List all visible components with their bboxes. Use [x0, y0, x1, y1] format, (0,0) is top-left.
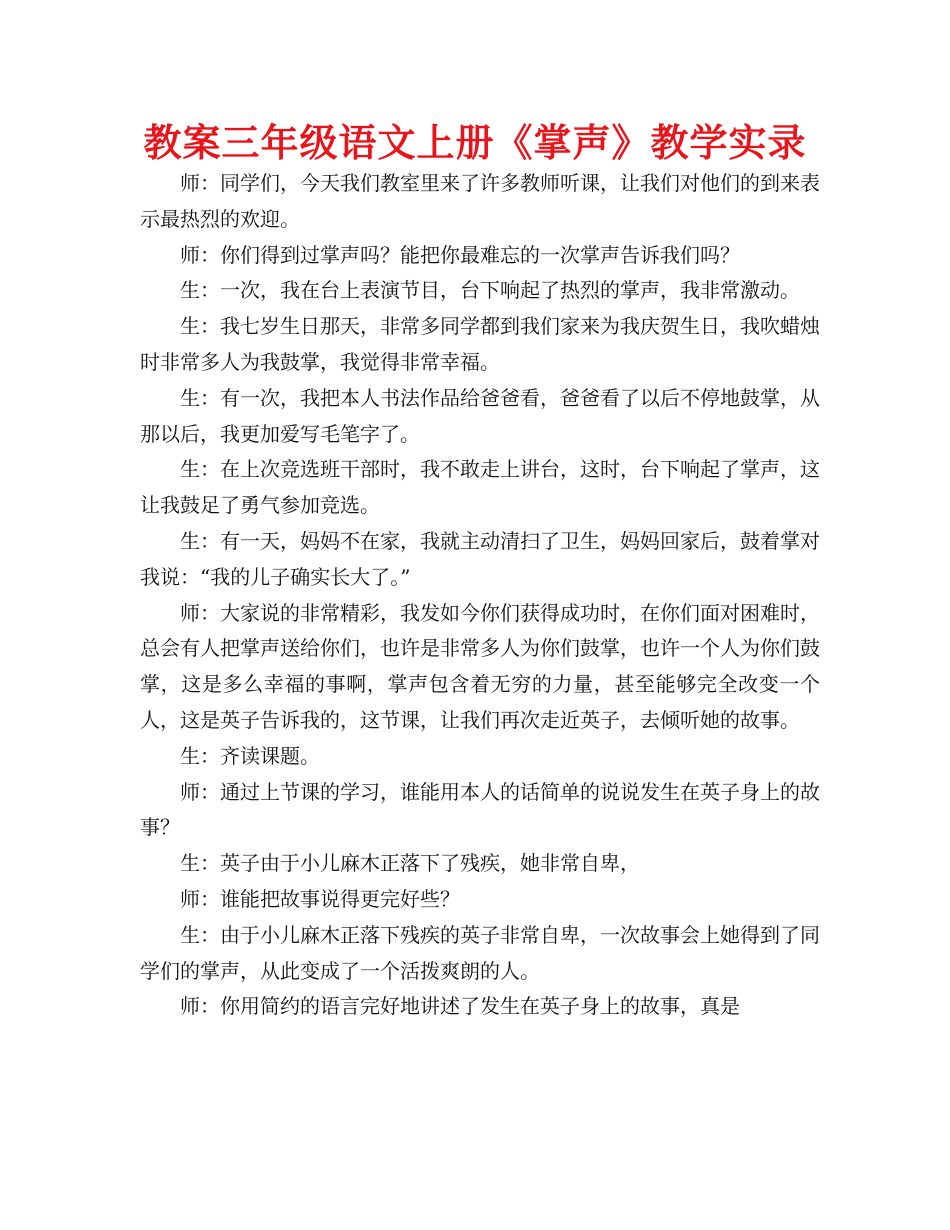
document-title: 教案三年级语文上册《掌声》教学实录 [143, 121, 807, 165]
paragraph: 生：一次，我在台上表演节目，台下响起了热烈的掌声，我非常激动。 [180, 278, 800, 303]
paragraph: 生：由于小儿麻木正落下残疾的英子非常自卑，一次故事会上她得到了同学们的掌声，从此变成了一个活拨爽朗的人。 [140, 922, 820, 983]
paragraph: 师：你们得到过掌声吗？能把你最难忘的一次掌声告诉我们吗？ [180, 242, 740, 267]
paragraph: 生：我七岁生日那天，非常多同学都到我们家来为我庆贺生日，我吹蜡烛时非常多人为我鼓掌，我觉得非常幸福。 [140, 314, 820, 374]
paragraph: 师：你用简约的语言完好地讲述了发生在英子身上的故事，真是 [180, 994, 740, 1019]
paragraph: 生：齐读课题。 [180, 743, 320, 768]
paragraph: 生：英子由于小儿麻木正落下了残疾，她非常自卑， [180, 851, 640, 876]
paragraph: 师：通过上节课的学习，谁能用本人的话简单的说说发生在英子身上的故事？ [140, 779, 820, 840]
paragraph: 师：谁能把故事说得更完好些？ [180, 886, 460, 911]
paragraph: 生：在上次竞选班干部时，我不敢走上讲台，这时，台下响起了掌声，这让我鼓足了勇气参加竞选。 [140, 457, 820, 518]
paragraph: 师：同学们，今天我们教室里来了许多教师听课，让我们对他们的到来表示最热烈的欢迎。 [140, 171, 820, 231]
paragraph: 生：有一天，妈妈不在家，我就主动清扫了卫生，妈妈回家后，鼓着掌对我说：“我的儿子确实长大了。” [140, 528, 820, 589]
document-body [140, 166, 820, 1025]
paragraph: 生：有一次，我把本人书法作品给爸爸看，爸爸看了以后不停地鼓掌，从那以后，我更加爱写毛笔字了。 [140, 385, 820, 446]
paragraph: 师：大家说的非常精彩，我发如今你们获得成功时，在你们面对困难时，总会有人把掌声送给你们，也许是非常多人为你们鼓掌，也许一个人为你们鼓掌，这是多么幸福的事啊，掌声包含着无穷的力量，甚至能够完全改变一个人，这是英子告诉我的，这节课，让我们再次走近英子，去倾听她的故事。 [140, 600, 820, 732]
